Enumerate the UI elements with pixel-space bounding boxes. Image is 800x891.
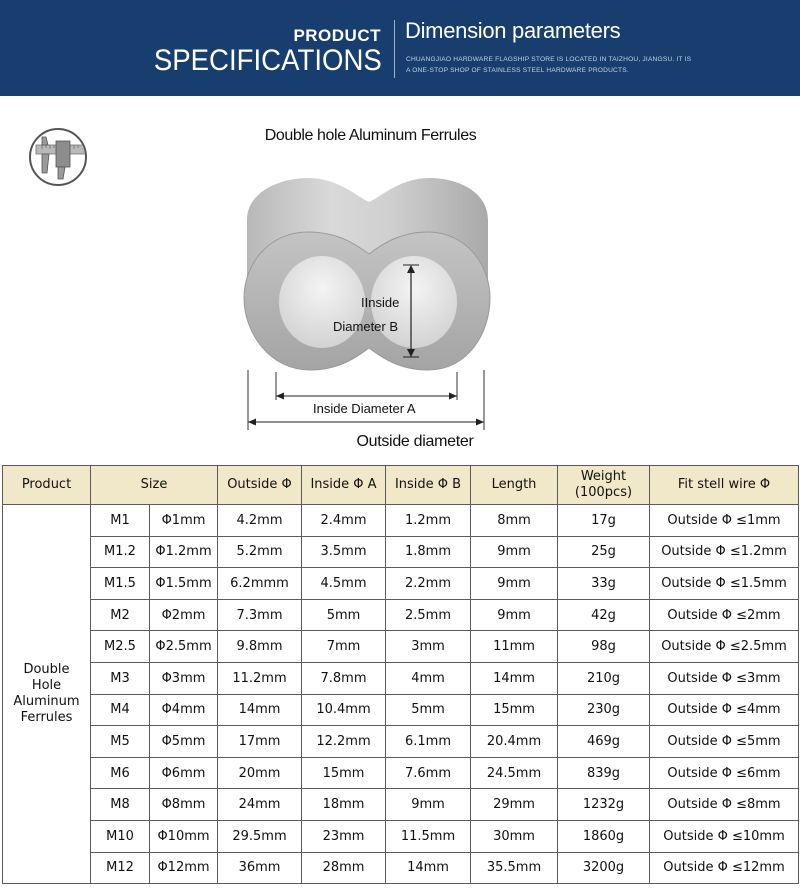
cell-outside-diameter: 9.8mm <box>218 631 302 663</box>
table-row <box>3 536 799 568</box>
table-row <box>3 757 799 789</box>
cell-outside-diameter: 17mm <box>218 726 302 758</box>
cell-inside-b: 11.5mm <box>386 820 471 852</box>
cell-inside-b: 6.1mm <box>386 726 471 758</box>
banner-subtitle-line-2: A ONE-STOP SHOP OF STAINLESS STEEL HARDWARE PRODUCTS. <box>406 67 629 74</box>
cell-weight: 42g <box>558 599 650 631</box>
table-row <box>3 505 799 537</box>
cell-inside-a: 18mm <box>302 789 386 821</box>
cell-fit-wire: Outside Φ ≤1.5mm <box>650 568 799 600</box>
cell-length: 9mm <box>471 536 558 568</box>
cell-length: 20.4mm <box>471 726 558 758</box>
cell-inside-a: 7.8mm <box>302 662 386 694</box>
spec-table <box>2 465 799 884</box>
cell-weight: 1232g <box>558 789 650 821</box>
diagram-title: Double hole Aluminum Ferrules <box>264 127 477 144</box>
cell-inside-b: 9mm <box>386 789 471 821</box>
cell-fit-wire: Outside Φ ≤1.2mm <box>650 536 799 568</box>
product-group-line: Aluminum <box>13 694 80 710</box>
cell-model: M2.5 <box>91 631 150 663</box>
banner-subtitle <box>406 54 691 76</box>
cell-inside-a: 2.4mm <box>302 505 386 537</box>
cell-model: M10 <box>91 820 150 852</box>
cell-fit-wire: Outside Φ ≤8mm <box>650 789 799 821</box>
cell-length: 24.5mm <box>471 757 558 789</box>
cell-model: M3 <box>91 662 150 694</box>
label-inside-diameter-a: Inside Diameter A <box>313 401 416 416</box>
cell-length: 11mm <box>471 631 558 663</box>
header-outside: Outside Φ <box>218 466 302 505</box>
cell-length: 9mm <box>471 568 558 600</box>
cell-outside-diameter: 29.5mm <box>218 820 302 852</box>
cell-outside-diameter: 20mm <box>218 757 302 789</box>
cell-weight: 469g <box>558 726 650 758</box>
cell-size: Φ2.5mm <box>150 631 218 663</box>
cell-size: Φ1.5mm <box>150 568 218 600</box>
cell-inside-a: 10.4mm <box>302 694 386 726</box>
header-size: Size <box>91 466 218 505</box>
product-group-line: Ferrules <box>20 710 73 726</box>
cell-inside-b: 2.2mm <box>386 568 471 600</box>
table-header-row <box>3 466 799 505</box>
label-outside-diameter: Outside diameter <box>356 433 474 450</box>
table-row <box>3 789 799 821</box>
cell-size: Φ3mm <box>150 662 218 694</box>
cell-inside-a: 3.5mm <box>302 536 386 568</box>
cell-size: Φ5mm <box>150 726 218 758</box>
cell-outside-diameter: 5.2mm <box>218 536 302 568</box>
cell-weight: 98g <box>558 631 650 663</box>
cell-size: Φ12mm <box>150 852 218 884</box>
cell-model: M12 <box>91 852 150 884</box>
header-length: Length <box>471 466 558 505</box>
cell-length: 8mm <box>471 505 558 537</box>
banner-title: Dimension parameters <box>405 18 621 43</box>
banner-product-label: PRODUCT <box>293 26 381 45</box>
header-weight <box>558 466 650 505</box>
cell-size: Φ8mm <box>150 789 218 821</box>
cell-inside-b: 14mm <box>386 852 471 884</box>
cell-inside-a: 23mm <box>302 820 386 852</box>
cell-length: 35.5mm <box>471 852 558 884</box>
cell-fit-wire: Outside Φ ≤3mm <box>650 662 799 694</box>
cell-weight: 3200g <box>558 852 650 884</box>
table-row <box>3 631 799 663</box>
product-group-line: Hole <box>31 678 62 694</box>
label-inside-b-line-2: Diameter B <box>333 319 399 334</box>
cell-size: Φ4mm <box>150 694 218 726</box>
table-row <box>3 662 799 694</box>
cell-length: 30mm <box>471 820 558 852</box>
cell-outside-diameter: 14mm <box>218 694 302 726</box>
cell-length: 14mm <box>471 662 558 694</box>
label-inside-b-line-1: IInside <box>361 295 400 310</box>
cell-size: Φ1mm <box>150 505 218 537</box>
cell-inside-b: 2.5mm <box>386 599 471 631</box>
product-group-cell <box>3 505 91 884</box>
cell-model: M1.2 <box>91 536 150 568</box>
table-row <box>3 694 799 726</box>
banner-subtitle-line-1: CHUANGJIAO HARDWARE FLAGSHIP STORE IS LOCATED IN TAIZHOU, JIANGSU. IT IS <box>406 56 692 63</box>
cell-inside-a: 7mm <box>302 631 386 663</box>
cell-weight: 33g <box>558 568 650 600</box>
cell-fit-wire: Outside Φ ≤5mm <box>650 726 799 758</box>
table-row <box>3 820 799 852</box>
cell-fit-wire: Outside Φ ≤10mm <box>650 820 799 852</box>
cell-weight: 17g <box>558 505 650 537</box>
cell-size: Φ1.2mm <box>150 536 218 568</box>
cell-size: Φ6mm <box>150 757 218 789</box>
cell-inside-a: 15mm <box>302 757 386 789</box>
cell-inside-a: 4.5mm <box>302 568 386 600</box>
cell-size: Φ10mm <box>150 820 218 852</box>
header-fit-wire: Fit stell wire Φ <box>650 466 799 505</box>
header-inside-b: Inside Φ B <box>386 466 471 505</box>
table-row <box>3 599 799 631</box>
table-row <box>3 726 799 758</box>
cell-model: M8 <box>91 789 150 821</box>
product-group-line: Double <box>23 662 70 678</box>
cell-fit-wire: Outside Φ ≤2.5mm <box>650 631 799 663</box>
header-weight-line-2: (100pcs) <box>574 485 633 500</box>
cell-model: M4 <box>91 694 150 726</box>
cell-model: M2 <box>91 599 150 631</box>
cell-weight: 25g <box>558 536 650 568</box>
cell-model: M6 <box>91 757 150 789</box>
cell-model: M1 <box>91 505 150 537</box>
cell-fit-wire: Outside Φ ≤4mm <box>650 694 799 726</box>
cell-fit-wire: Outside Φ ≤12mm <box>650 852 799 884</box>
cell-inside-b: 1.8mm <box>386 536 471 568</box>
cell-weight: 230g <box>558 694 650 726</box>
cell-inside-a: 12.2mm <box>302 726 386 758</box>
cell-outside-diameter: 36mm <box>218 852 302 884</box>
cell-model: M1.5 <box>91 568 150 600</box>
cell-inside-a: 5mm <box>302 599 386 631</box>
cell-inside-b: 4mm <box>386 662 471 694</box>
cell-outside-diameter: 6.2mmm <box>218 568 302 600</box>
cell-length: 29mm <box>471 789 558 821</box>
banner-divider <box>394 20 395 78</box>
header-banner <box>0 0 800 96</box>
cell-inside-b: 5mm <box>386 694 471 726</box>
cell-inside-b: 3mm <box>386 631 471 663</box>
cell-inside-b: 1.2mm <box>386 505 471 537</box>
table-row <box>3 852 799 884</box>
cell-weight: 210g <box>558 662 650 694</box>
header-weight-line-1: Weight <box>580 469 627 484</box>
cell-outside-diameter: 24mm <box>218 789 302 821</box>
table-row <box>3 568 799 600</box>
cell-outside-diameter: 11.2mm <box>218 662 302 694</box>
cell-model: M5 <box>91 726 150 758</box>
banner-specifications-label: SPECIFICATIONS <box>154 44 382 77</box>
header-inside-a: Inside Φ A <box>302 466 386 505</box>
cell-length: 15mm <box>471 694 558 726</box>
header-product: Product <box>3 466 91 505</box>
cell-outside-diameter: 7.3mm <box>218 599 302 631</box>
cell-length: 9mm <box>471 599 558 631</box>
cell-weight: 839g <box>558 757 650 789</box>
cell-fit-wire: Outside Φ ≤6mm <box>650 757 799 789</box>
cell-outside-diameter: 4.2mm <box>218 505 302 537</box>
cell-weight: 1860g <box>558 820 650 852</box>
cell-inside-a: 28mm <box>302 852 386 884</box>
cell-fit-wire: Outside Φ ≤1mm <box>650 505 799 537</box>
cell-size: Φ2mm <box>150 599 218 631</box>
cell-inside-b: 7.6mm <box>386 757 471 789</box>
cell-fit-wire: Outside Φ ≤2mm <box>650 599 799 631</box>
